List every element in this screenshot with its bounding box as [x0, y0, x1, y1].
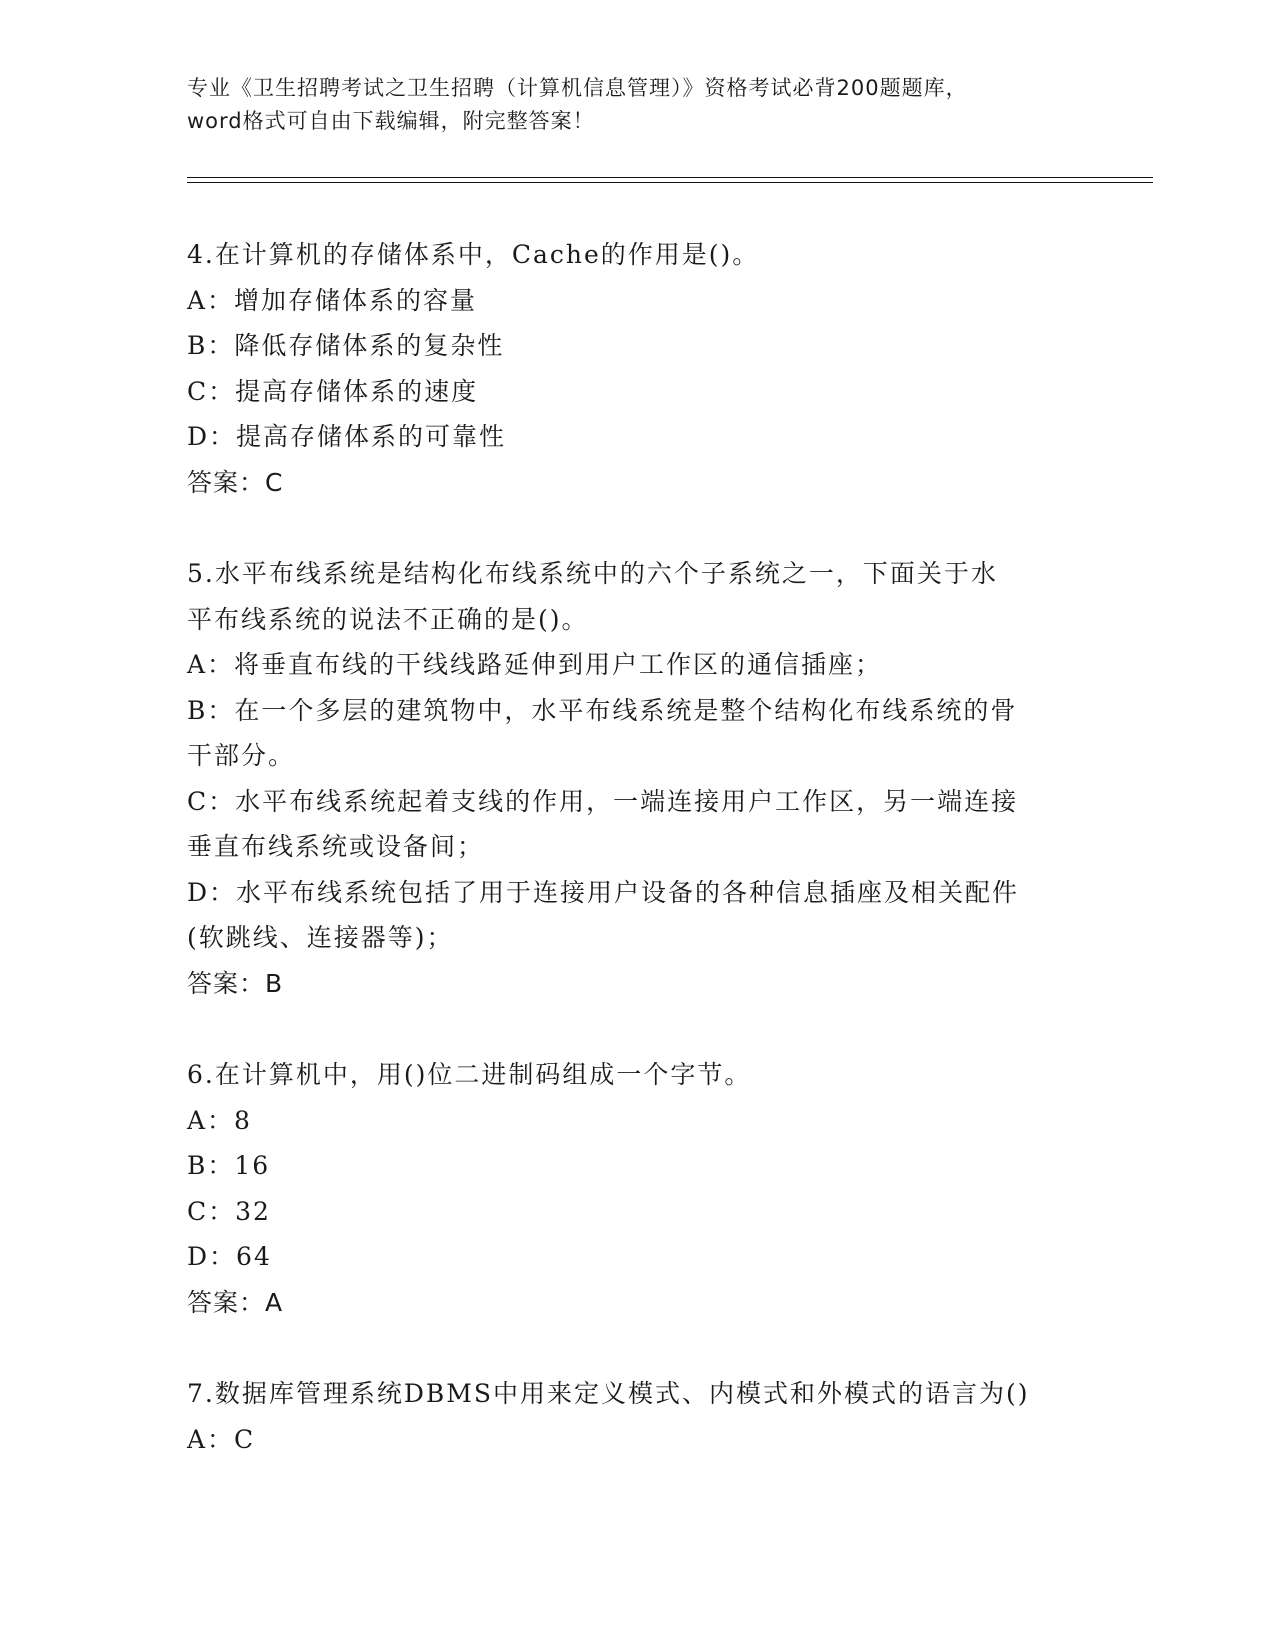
answer-option: D：64	[187, 1242, 272, 1271]
question-block	[187, 1371, 1087, 1462]
header-line-1: 专业《卫生招聘考试之卫生招聘（计算机信息管理）》资格考试必背200题题库，	[187, 76, 968, 100]
question-block	[187, 1052, 1087, 1325]
question-block	[187, 232, 1087, 505]
correct-answer: 答案：A	[187, 1287, 284, 1317]
question-stem: 4.在计算机的存储体系中，Cache的作用是()。	[187, 240, 760, 269]
correct-answer: 答案：B	[187, 968, 284, 998]
header-line-2: word格式可自由下载编辑，附完整答案！	[187, 109, 595, 133]
document-header	[187, 72, 1087, 138]
question-stem: 平布线系统的说法不正确的是()。	[187, 604, 589, 634]
answer-option: C：32	[187, 1196, 271, 1226]
answer-option: 干部分。	[187, 741, 296, 770]
question-block	[187, 551, 1087, 1006]
answer-option: A：C	[187, 1424, 256, 1454]
answer-option: D：提高存储体系的可靠性	[187, 422, 507, 451]
answer-option: B：在一个多层的建筑物中，水平布线系统是整个结构化布线系统的骨	[187, 695, 1018, 725]
header-divider-top	[187, 177, 1153, 178]
answer-option: 垂直布线系统或设备间；	[187, 832, 485, 861]
answer-option: A：增加存储体系的容量	[187, 285, 478, 315]
answer-option: D：水平布线系统包括了用于连接用户设备的各种信息插座及相关配件	[187, 877, 1020, 907]
header-divider-bottom	[187, 182, 1153, 183]
question-stem: 6.在计算机中，用()位二进制码组成一个字节。	[187, 1060, 752, 1089]
answer-option: A：8	[187, 1105, 252, 1135]
answer-option: B：16	[187, 1151, 271, 1180]
answer-option: B：降低存储体系的复杂性	[187, 331, 505, 360]
answer-option: C：水平布线系统起着支线的作用，一端连接用户工作区，另一端连接	[187, 786, 1019, 816]
correct-answer: 答案：C	[187, 467, 284, 497]
question-stem: 7.数据库管理系统DBMS中用来定义模式、内模式和外模式的语言为()	[187, 1379, 1030, 1408]
question-list	[187, 232, 1087, 1508]
answer-option: (软跳线、连接器等)；	[187, 923, 454, 952]
question-stem: 5.水平布线系统是结构化布线系统中的六个子系统之一，下面关于水	[187, 559, 998, 588]
answer-option: C：提高存储体系的速度	[187, 376, 479, 406]
answer-option: A：将垂直布线的干线线路延伸到用户工作区的通信插座；	[187, 650, 883, 679]
